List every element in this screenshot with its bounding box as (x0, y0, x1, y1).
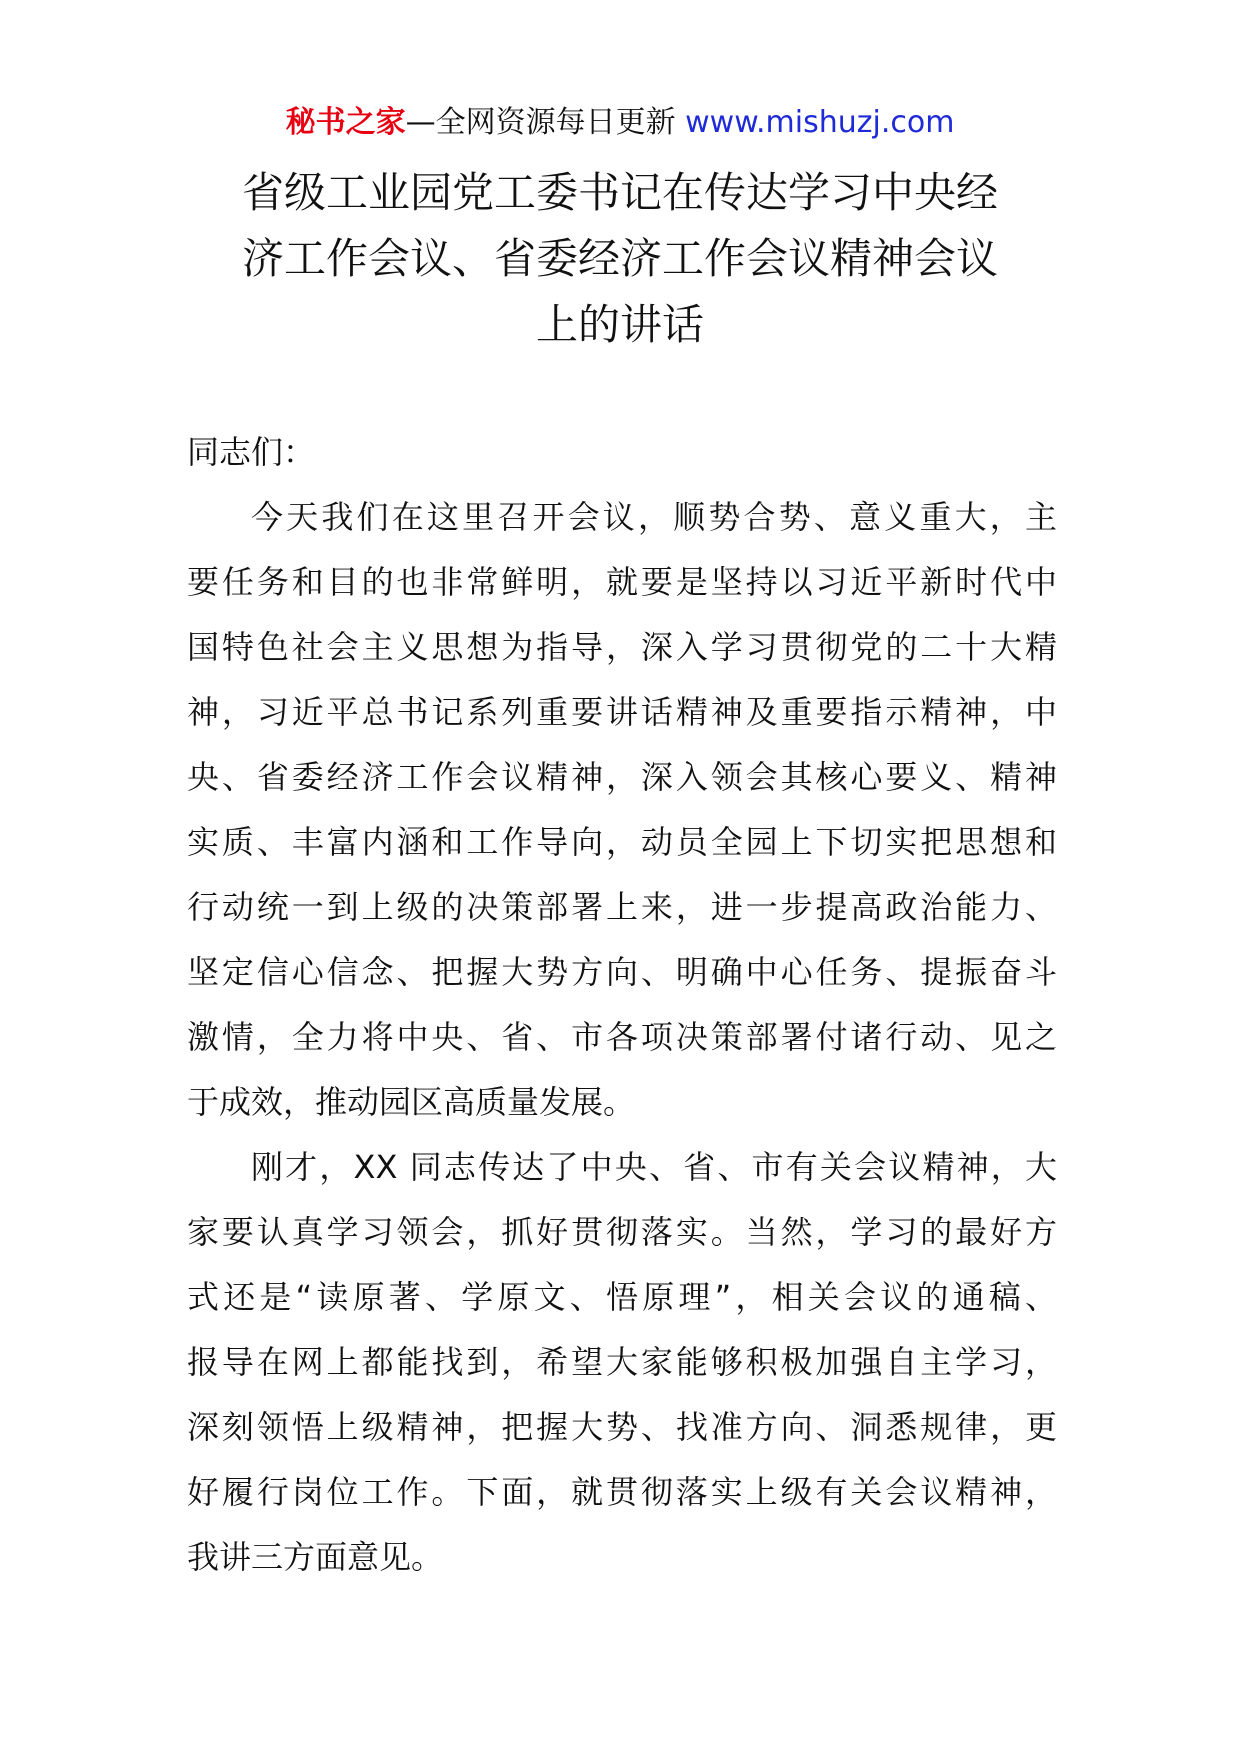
paragraph-line: 实质、丰富内涵和工作导向，动员全园上下切实把思想和 (187, 823, 1057, 861)
paragraph-line: 报导在网上都能找到，希望大家能够积极加强自主学习， (187, 1343, 1057, 1381)
title-line: 济工作会议、省委经济工作会议精神会议 (241, 234, 998, 283)
title-line: 省级工业园党工委书记在传达学习中央经 (241, 168, 998, 217)
paragraph-line: 坚定信心信念、把握大势方向、明确中心任务、提振奋斗 (187, 953, 1057, 991)
paragraph-line: 刚才，XX 同志传达了中央、省、市有关会议精神，大 (251, 1148, 1057, 1186)
paragraph-line: 家要认真学习领会，抓好贯彻落实。当然，学习的最好方 (187, 1213, 1057, 1251)
paragraph-line: 我讲三方面意见。 (187, 1538, 444, 1576)
document-body (187, 420, 1057, 1590)
paragraph-line: 激情，全力将中央、省、市各项决策部署付诸行动、见之 (187, 1018, 1057, 1056)
paragraph-line: 好履行岗位工作。下面，就贯彻落实上级有关会议精神， (187, 1473, 1057, 1511)
paragraph-line: 央、省委经济工作会议精神，深入领会其核心要义、精神 (187, 758, 1057, 796)
paragraph-line: 神，习近平总书记系列重要讲话精神及重要指示精神，中 (187, 693, 1057, 731)
paragraph-line: 式还是“读原著、学原文、悟原理”，相关会议的通稿、 (187, 1278, 1057, 1316)
paragraph-line: 要任务和目的也非常鲜明，就要是坚持以习近平新时代中 (187, 563, 1057, 601)
site-url-link[interactable]: www.mishuzj.com (685, 105, 955, 140)
paragraph-2 (187, 1135, 1057, 1590)
paragraph-line: 行动统一到上级的决策部署上来，进一步提高政治能力、 (187, 888, 1057, 926)
paragraph-line: 于成效，推动园区高质量发展。 (187, 1083, 636, 1121)
paragraph-1 (187, 485, 1057, 1135)
brand-name: 秘书之家 (285, 105, 406, 140)
site-header (0, 100, 1240, 146)
paragraph-line: 今天我们在这里召开会议，顺势合势、意义重大，主 (251, 498, 1057, 536)
title-line: 上的讲话 (535, 300, 704, 349)
document-title (190, 160, 1050, 358)
header-tagline: —全网资源每日更新 (405, 105, 686, 140)
paragraph-line: 深刻领悟上级精神，把握大势、找准方向、洞悉规律，更 (187, 1408, 1057, 1446)
salutation: 同志们： (187, 433, 316, 471)
paragraph-line: 国特色社会主义思想为指导，深入学习贯彻党的二十大精 (187, 628, 1057, 666)
